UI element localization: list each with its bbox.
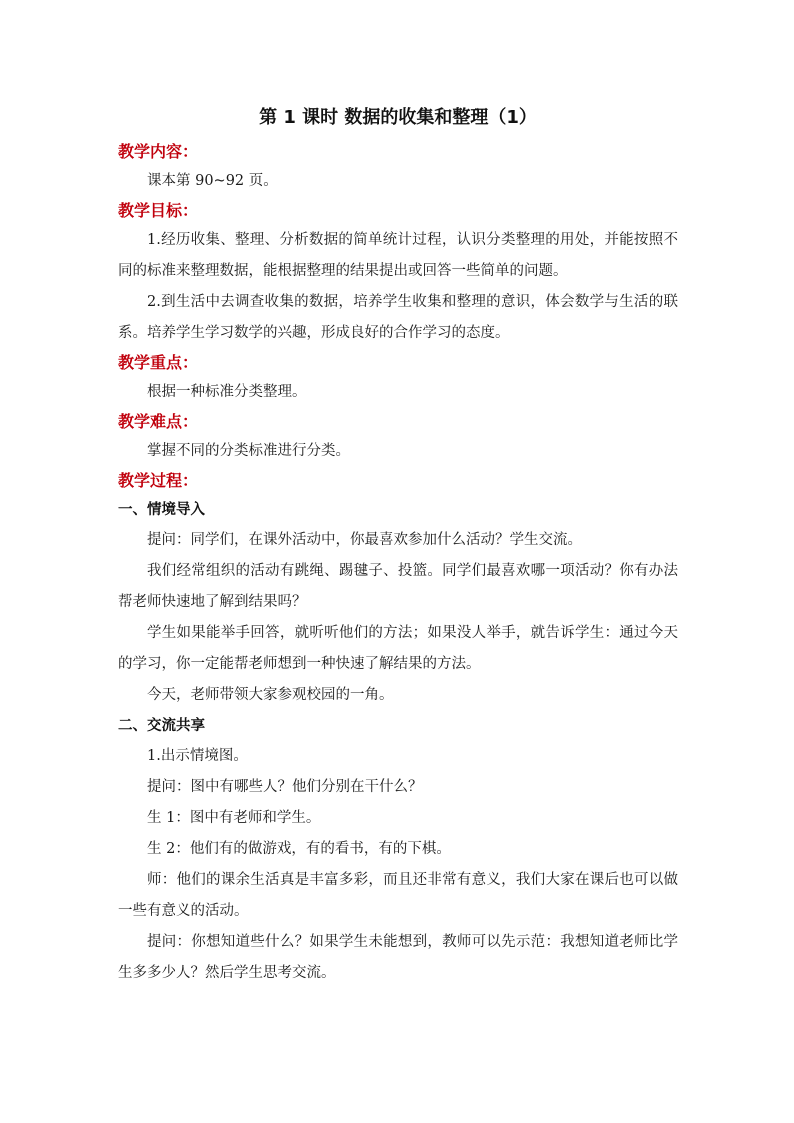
part1-paragraph: 我们经常组织的活动有跳绳、踢毽子、投篮。同学们最喜欢哪一项活动？你有办法帮老师快速地了解到结果吗？	[118, 563, 678, 610]
difficulties-heading: 教学难点：	[118, 412, 199, 431]
key-points-heading: 教学重点：	[118, 353, 199, 372]
teaching-goals-heading: 教学目标：	[118, 201, 199, 220]
lesson-title: 第 1 课时 数据的收集和整理（1）	[259, 107, 537, 128]
key-points-text: 根据一种标准分类整理。	[147, 384, 307, 400]
part2-paragraph: 提问：你想知道些什么？如果学生未能想到，教师可以先示范：我想知道老师比学生多多少人？然后学生思考交流。	[118, 934, 678, 981]
part2-paragraph: 提问：图中有哪些人？他们分别在干什么？	[147, 779, 423, 795]
document-page	[118, 104, 678, 989]
part1-paragraph: 学生如果能举手回答，就听听他们的方法；如果没人举手，就告诉学生：通过今天的学习，你一定能帮老师想到一种快速了解结果的方法。	[118, 625, 678, 672]
part2-paragraph: 生 1：图中有老师和学生。	[147, 810, 321, 826]
teaching-goal-1: 1.经历收集、整理、分析数据的简单统计过程，认识分类整理的用处，并能按照不同的标准来整理数据，能根据整理的结果提出或回答一些简单的问题。	[118, 232, 678, 279]
teaching-goal-2: 2.到生活中去调查收集的数据，培养学生收集和整理的意识，体会数学与生活的联系。培养学生学习数学的兴趣，形成良好的合作学习的态度。	[118, 294, 678, 341]
part2-heading: 二、交流共享	[118, 718, 205, 734]
teaching-process-heading: 教学过程：	[118, 471, 199, 490]
part1-paragraph: 今天，老师带领大家参观校园的一角。	[147, 687, 394, 703]
teaching-content-heading: 教学内容：	[118, 142, 199, 161]
part1-heading: 一、情境导入	[118, 502, 205, 518]
difficulties-text: 掌握不同的分类标准进行分类。	[147, 443, 350, 459]
teaching-content-text: 课本第 90~92 页。	[147, 173, 278, 189]
part2-paragraph: 1.出示情境图。	[147, 748, 248, 764]
part1-paragraph: 提问：同学们，在课外活动中，你最喜欢参加什么活动？学生交流。	[147, 532, 582, 548]
part2-paragraph: 生 2：他们有的做游戏，有的看书，有的下棋。	[147, 841, 451, 857]
part2-paragraph: 师：他们的课余生活真是丰富多彩，而且还非常有意义，我们大家在课后也可以做一些有意义的活动。	[118, 872, 678, 919]
